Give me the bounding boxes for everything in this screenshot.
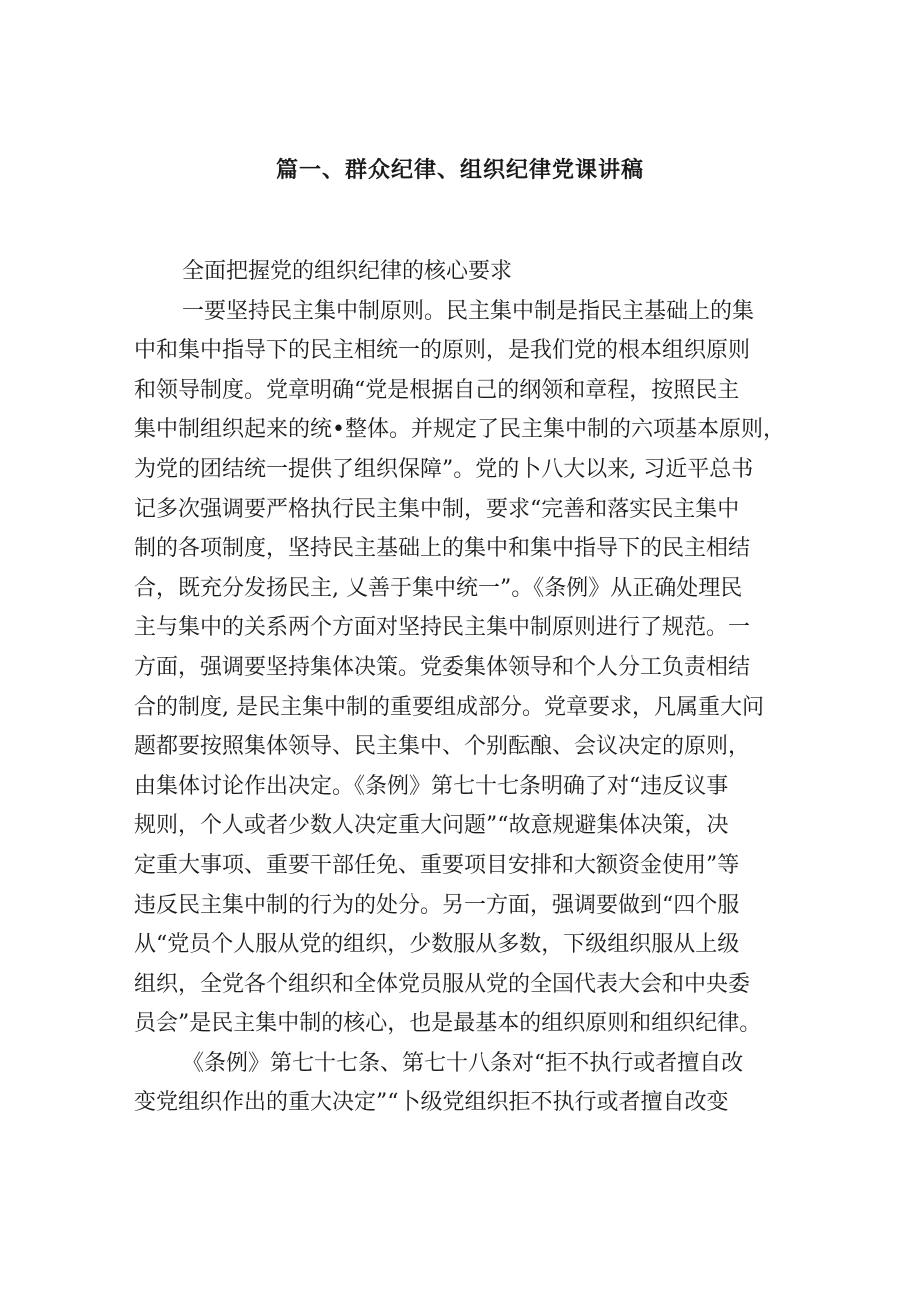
text-line: 规则，个人或者少数人决定重大问题”“故意规避集体决策，决 xyxy=(134,813,729,839)
text-line: 一要坚持民主集中制原则。民主集中制是指民主基础上的集 xyxy=(182,298,755,324)
text-line: 组织，全党各个组织和全体党员服从党的全国代表大会和中央委 xyxy=(134,971,751,997)
text-line: 变党组织作出的重大决定”“卜级党组织拒不执行或者擅自改变 xyxy=(134,1090,729,1116)
text-line: 方面，强调要坚持集体决策。党委集体领导和个人分工负责相结 xyxy=(134,654,751,680)
text-line: 由集体讨论作出决定。《条例》第七十七条明确了对“违反议事 xyxy=(134,773,729,799)
text-line: 主与集中的关系两个方面对坚持民主集中制原则进行了规范。一 xyxy=(134,615,751,641)
text-line: 合，既充分发扬民主, 乂善于集中统一”。《条例》从正确处理民 xyxy=(134,575,743,601)
text-line: 定重大事项、重要干部任免、重要项目安排和大额资金使用”等 xyxy=(134,852,740,878)
text-line: 记多次强调要严格执行民主集中制，要求“完善和落实民主集中 xyxy=(134,496,740,522)
text-line: 集中制组织起来的统•整体。并规定了民主集中制的六项基本原则， xyxy=(134,417,785,443)
document-body xyxy=(134,252,794,1123)
text-line: 员会”是民主集中制的核心，也是最基本的组织原则和组织纪律。 xyxy=(134,1011,762,1037)
text-line: 《条例》第七十七条、第七十八条对“拒不执行或者擅自改 xyxy=(182,1050,744,1076)
document-title: 篇一、群众纪律、组织纪律党课讲稿 xyxy=(275,157,644,183)
text-line: 为党的团结统一提供了组织保障”。党的卜八大以来, 习近平总书 xyxy=(134,456,754,482)
text-line: 合的制度, 是民主集中制的重要组成部分。党章要求，凡属重大问 xyxy=(134,694,764,720)
text-line: 和领导制度。党章明确“党是根据自己的纲领和章程，按照民主 xyxy=(134,377,740,403)
paragraph-1 xyxy=(134,292,794,1044)
subheading: 全面把握党的组织纪律的核心要求 xyxy=(182,259,513,284)
text-line: 题都要按照集体领导、民主集中、个别酝酿、会议决定的原则， xyxy=(134,734,751,760)
text-line: 违反民主集中制的行为的处分。另一方面，强调要做到“四个服 xyxy=(134,892,740,918)
text-line: 中和集中指导下的民主相统一的原则，是我们党的根本组织原则 xyxy=(134,338,751,364)
text-line: 制的各项制度，坚持民主基础上的集中和集中指导下的民主相结 xyxy=(134,536,751,562)
text-line: 从“党员个人服从党的组织，少数服从多数，下级组织服从上级 xyxy=(134,932,740,958)
paragraph-2 xyxy=(134,1044,794,1123)
